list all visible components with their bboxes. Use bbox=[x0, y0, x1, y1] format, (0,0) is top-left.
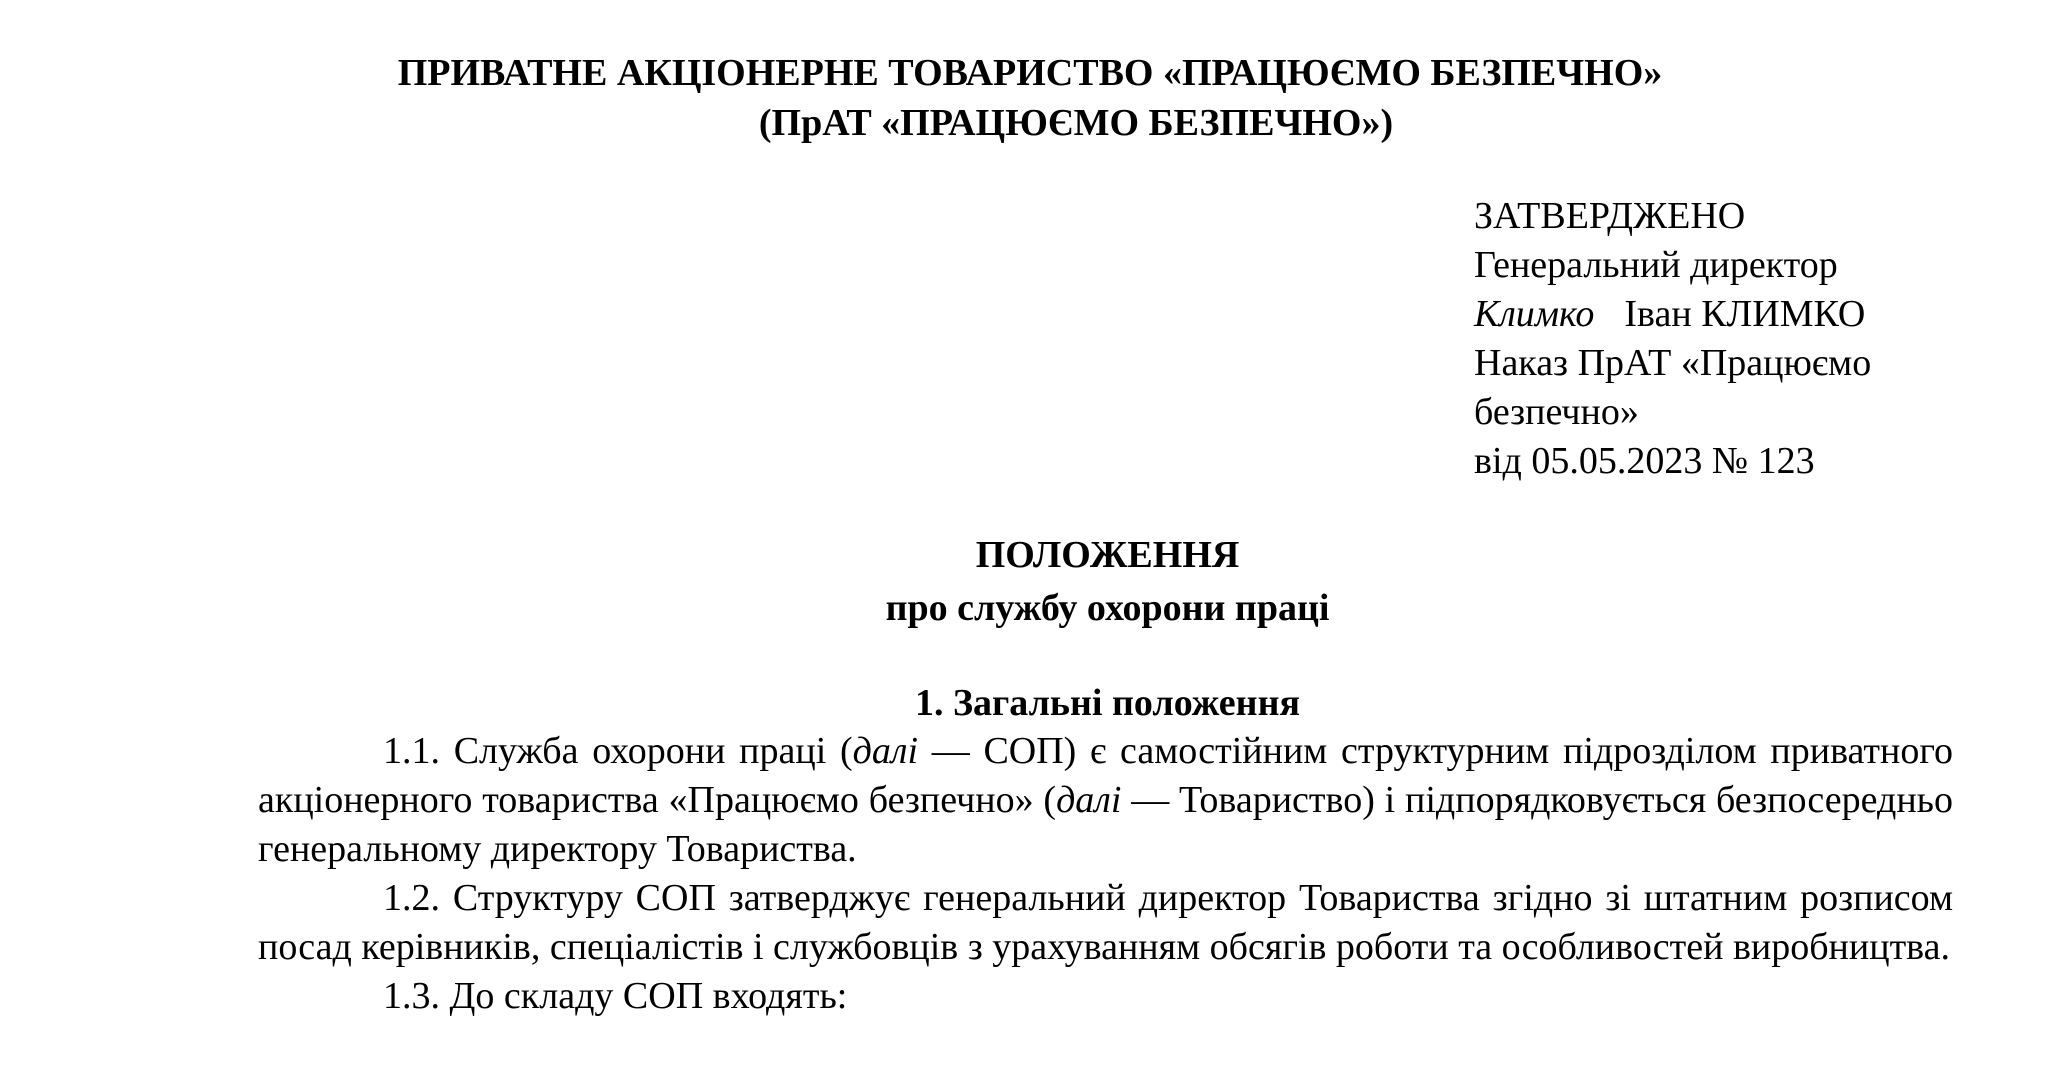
paragraph-1-1 bbox=[258, 727, 1953, 874]
paragraph-1-1-text-c: — Товариство) і підпорядковується безпосередньо генеральному директору Товариства. bbox=[258, 779, 1953, 870]
order-date: від 05.05.2023 № 123 bbox=[1474, 440, 1815, 482]
paragraph-1-1-italic-a: далі bbox=[852, 730, 919, 772]
paragraph-1-1-italic-b: далі bbox=[1056, 779, 1122, 821]
company-name: ПРИВАТНЕ АКЦІОНЕРНЕ ТОВАРИСТВО «ПРАЦЮЄМО БЕЗПЕЧНО» bbox=[397, 52, 1663, 94]
director-name: Іван КЛИМКО bbox=[1624, 293, 1866, 335]
company-short-name: (ПрАТ «ПРАЦЮЄМО БЕЗПЕЧНО») bbox=[758, 102, 1394, 144]
paragraph-1-1-text-a: 1.1. Служба охорони праці ( bbox=[383, 730, 853, 772]
approved-label: ЗАТВЕРДЖЕНО bbox=[1474, 195, 1746, 237]
director-signature: Климко bbox=[1474, 293, 1595, 335]
section-body bbox=[258, 727, 1953, 1021]
approval-block bbox=[1474, 192, 2034, 486]
document-subtitle: про службу охорони праці bbox=[885, 587, 1330, 629]
director-position: Генеральний директор bbox=[1474, 244, 1838, 286]
order-line-2: безпечно» bbox=[1474, 391, 1639, 433]
paragraph-1-2: 1.2. Структуру СОП затверджує генеральний директор Товариства згідно зі штатним розписом посад керівників, спеціалістів і службовців з урахуванням обсягів роботи та особливостей виробництва. bbox=[258, 877, 1953, 968]
document-title: ПОЛОЖЕННЯ bbox=[975, 534, 1240, 576]
section-heading: 1. Загальні положення bbox=[914, 682, 1301, 724]
signature-line bbox=[1474, 290, 2034, 339]
order-line-1: Наказ ПрАТ «Працюємо bbox=[1474, 342, 1872, 384]
paragraph-1-1-text-b: — СОП) є самостійним структурним підрозділом приватного акціонерного товариства «Працюємо безпечно» ( bbox=[258, 730, 1954, 821]
paragraph-1-3: 1.3. До складу СОП входять: bbox=[383, 975, 848, 1017]
